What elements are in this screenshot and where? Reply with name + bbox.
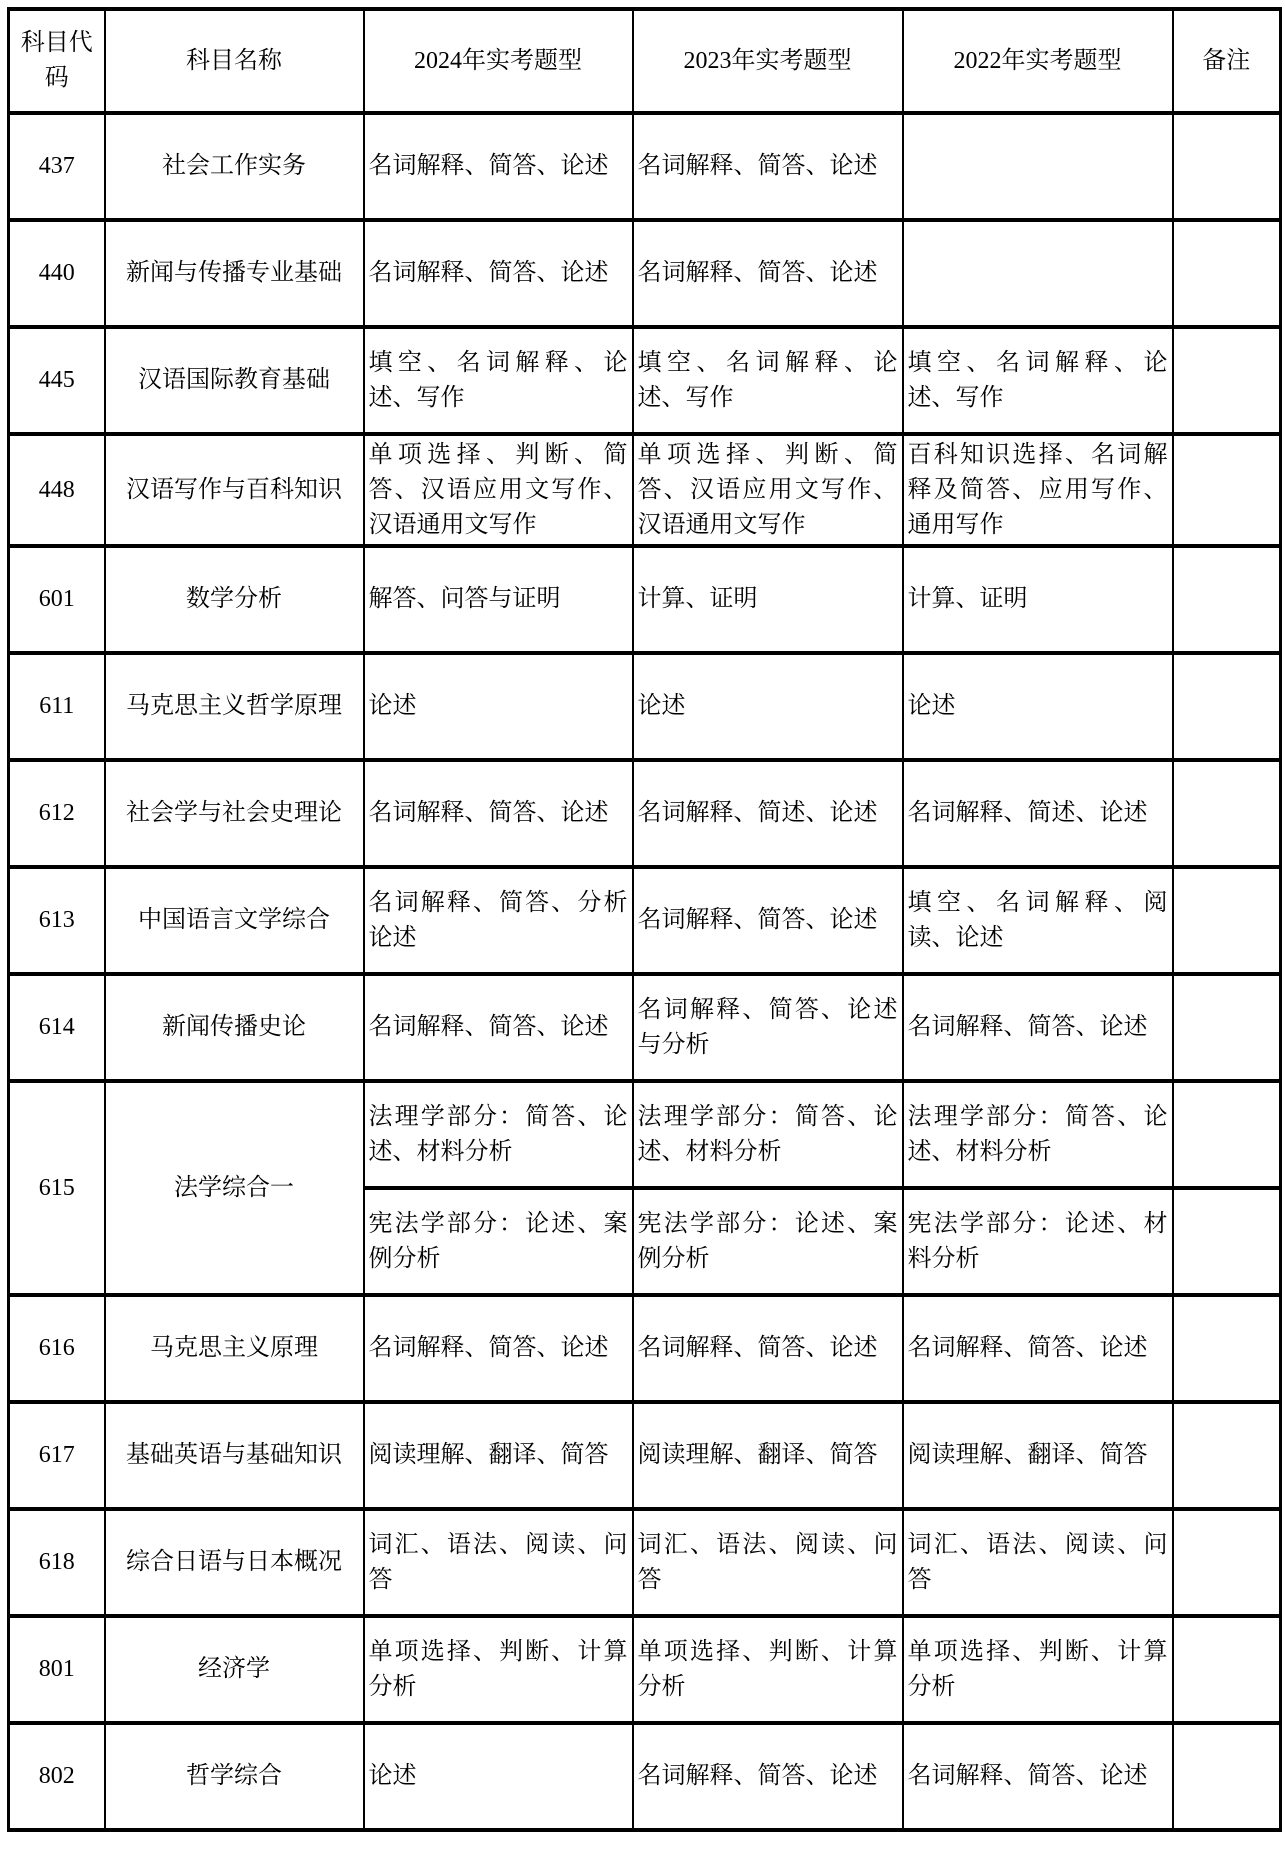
cell-subject-code: 440	[9, 220, 105, 327]
cell-2022-types: 词汇、语法、阅读、问答	[903, 1509, 1173, 1616]
cell-2023-types: 名词解释、简答、论述	[633, 1295, 903, 1402]
cell-note	[1173, 1402, 1281, 1509]
cell-subject-code: 618	[9, 1509, 105, 1616]
cell-2022-types: 名词解释、简答、论述	[903, 1723, 1173, 1830]
cell-note	[1173, 1509, 1281, 1616]
cell-2024-types: 宪法学部分：论述、案例分析	[364, 1188, 633, 1295]
cell-2024-types: 名词解释、简答、论述	[364, 1295, 633, 1402]
cell-note	[1173, 546, 1281, 653]
cell-subject-name: 综合日语与日本概况	[105, 1509, 364, 1616]
cell-note	[1173, 220, 1281, 327]
cell-2023-types: 词汇、语法、阅读、问答	[633, 1509, 903, 1616]
cell-note	[1173, 653, 1281, 760]
cell-subject-code: 616	[9, 1295, 105, 1402]
cell-subject-code: 611	[9, 653, 105, 760]
cell-2024-types: 论述	[364, 653, 633, 760]
table-row	[9, 1723, 1281, 1830]
cell-subject-name: 中国语言文学综合	[105, 867, 364, 974]
cell-2023-types: 名词解释、简述、论述	[633, 760, 903, 867]
cell-note	[1173, 113, 1281, 220]
cell-2024-types: 名词解释、简答、论述	[364, 974, 633, 1081]
cell-note	[1173, 974, 1281, 1081]
cell-2024-types: 名词解释、简答、论述	[364, 220, 633, 327]
table-row	[9, 546, 1281, 653]
cell-2022-types: 单项选择、判断、计算分析	[903, 1616, 1173, 1723]
cell-2022-types: 百科知识选择、名词解释及简答、应用写作、通用写作	[903, 434, 1173, 546]
cell-2022-types: 名词解释、简答、论述	[903, 974, 1173, 1081]
cell-2024-types: 法理学部分：简答、论述、材料分析	[364, 1081, 633, 1188]
cell-subject-code: 802	[9, 1723, 105, 1830]
cell-2022-types: 填空、名词解释、论述、写作	[903, 327, 1173, 434]
cell-subject-name: 新闻传播史论	[105, 974, 364, 1081]
cell-2022-types: 法理学部分：简答、论述、材料分析	[903, 1081, 1173, 1188]
cell-2024-types: 单项选择、判断、简答、汉语应用文写作、汉语通用文写作	[364, 434, 633, 546]
cell-2024-types: 单项选择、判断、计算分析	[364, 1616, 633, 1723]
header-2023-types: 2023年实考题型	[633, 9, 903, 113]
cell-subject-code: 601	[9, 546, 105, 653]
table-body	[9, 113, 1281, 1830]
cell-2023-types: 单项选择、判断、计算分析	[633, 1616, 903, 1723]
cell-2023-types: 计算、证明	[633, 546, 903, 653]
cell-2024-types: 填空、名词解释、论述、写作	[364, 327, 633, 434]
cell-note	[1173, 867, 1281, 974]
header-note: 备注	[1173, 9, 1281, 113]
cell-2023-types: 名词解释、简答、论述	[633, 1723, 903, 1830]
cell-2024-types: 名词解释、简答、论述	[364, 113, 633, 220]
table-row	[9, 220, 1281, 327]
cell-2022-types: 宪法学部分：论述、材料分析	[903, 1188, 1173, 1295]
cell-note	[1173, 1188, 1281, 1295]
cell-2024-types: 解答、问答与证明	[364, 546, 633, 653]
cell-2022-types: 填空、名词解释、阅读、论述	[903, 867, 1173, 974]
cell-note	[1173, 1081, 1281, 1188]
cell-2023-types: 单项选择、判断、简答、汉语应用文写作、汉语通用文写作	[633, 434, 903, 546]
cell-subject-code: 437	[9, 113, 105, 220]
cell-subject-name: 新闻与传播专业基础	[105, 220, 364, 327]
cell-2023-types: 名词解释、简答、论述	[633, 867, 903, 974]
cell-2022-types: 论述	[903, 653, 1173, 760]
cell-2022-types	[903, 220, 1173, 327]
cell-note	[1173, 1616, 1281, 1723]
table-row	[9, 1616, 1281, 1723]
cell-subject-name: 马克思主义哲学原理	[105, 653, 364, 760]
cell-2024-types: 名词解释、简答、论述	[364, 760, 633, 867]
cell-2023-types: 名词解释、简答、论述	[633, 113, 903, 220]
cell-note	[1173, 1295, 1281, 1402]
cell-subject-name: 哲学综合	[105, 1723, 364, 1830]
table-row	[9, 327, 1281, 434]
cell-note	[1173, 434, 1281, 546]
header-row	[9, 9, 1281, 113]
header-2024-types: 2024年实考题型	[364, 9, 633, 113]
table-row	[9, 974, 1281, 1081]
cell-2024-types: 词汇、语法、阅读、问答	[364, 1509, 633, 1616]
table-row	[9, 1402, 1281, 1509]
cell-subject-name: 社会学与社会史理论	[105, 760, 364, 867]
cell-2022-types: 计算、证明	[903, 546, 1173, 653]
table-header	[9, 9, 1281, 113]
cell-2024-types: 阅读理解、翻译、简答	[364, 1402, 633, 1509]
table-row	[9, 113, 1281, 220]
cell-subject-code: 615	[9, 1081, 105, 1295]
cell-2023-types: 填空、名词解释、论述、写作	[633, 327, 903, 434]
table-row	[9, 867, 1281, 974]
cell-subject-code: 617	[9, 1402, 105, 1509]
table-row	[9, 653, 1281, 760]
cell-2024-types: 论述	[364, 1723, 633, 1830]
cell-2024-types: 名词解释、简答、分析论述	[364, 867, 633, 974]
table-row	[9, 1295, 1281, 1402]
exam-types-table	[7, 7, 1282, 1832]
cell-2022-types: 名词解释、简述、论述	[903, 760, 1173, 867]
cell-subject-name: 社会工作实务	[105, 113, 364, 220]
cell-subject-code: 613	[9, 867, 105, 974]
cell-subject-code: 445	[9, 327, 105, 434]
cell-2023-types: 阅读理解、翻译、简答	[633, 1402, 903, 1509]
cell-2023-types: 法理学部分：简答、论述、材料分析	[633, 1081, 903, 1188]
cell-subject-name: 法学综合一	[105, 1081, 364, 1295]
cell-2023-types: 名词解释、简答、论述	[633, 220, 903, 327]
cell-subject-code: 614	[9, 974, 105, 1081]
cell-note	[1173, 760, 1281, 867]
header-subject-code: 科目代码	[9, 9, 105, 113]
cell-2023-types: 宪法学部分：论述、案例分析	[633, 1188, 903, 1295]
cell-2022-types: 名词解释、简答、论述	[903, 1295, 1173, 1402]
cell-subject-name: 汉语国际教育基础	[105, 327, 364, 434]
cell-subject-code: 801	[9, 1616, 105, 1723]
cell-subject-name: 经济学	[105, 1616, 364, 1723]
table-row	[9, 434, 1281, 546]
header-subject-name: 科目名称	[105, 9, 364, 113]
table-row	[9, 760, 1281, 867]
cell-subject-code: 612	[9, 760, 105, 867]
cell-subject-name: 马克思主义原理	[105, 1295, 364, 1402]
cell-2023-types: 名词解释、简答、论述与分析	[633, 974, 903, 1081]
cell-subject-name: 汉语写作与百科知识	[105, 434, 364, 546]
cell-subject-name: 数学分析	[105, 546, 364, 653]
table-row	[9, 1081, 1281, 1188]
table-row	[9, 1509, 1281, 1616]
cell-subject-code: 448	[9, 434, 105, 546]
cell-2022-types: 阅读理解、翻译、简答	[903, 1402, 1173, 1509]
cell-note	[1173, 1723, 1281, 1830]
header-2022-types: 2022年实考题型	[903, 9, 1173, 113]
cell-subject-name: 基础英语与基础知识	[105, 1402, 364, 1509]
cell-2023-types: 论述	[633, 653, 903, 760]
cell-note	[1173, 327, 1281, 434]
cell-2022-types	[903, 113, 1173, 220]
